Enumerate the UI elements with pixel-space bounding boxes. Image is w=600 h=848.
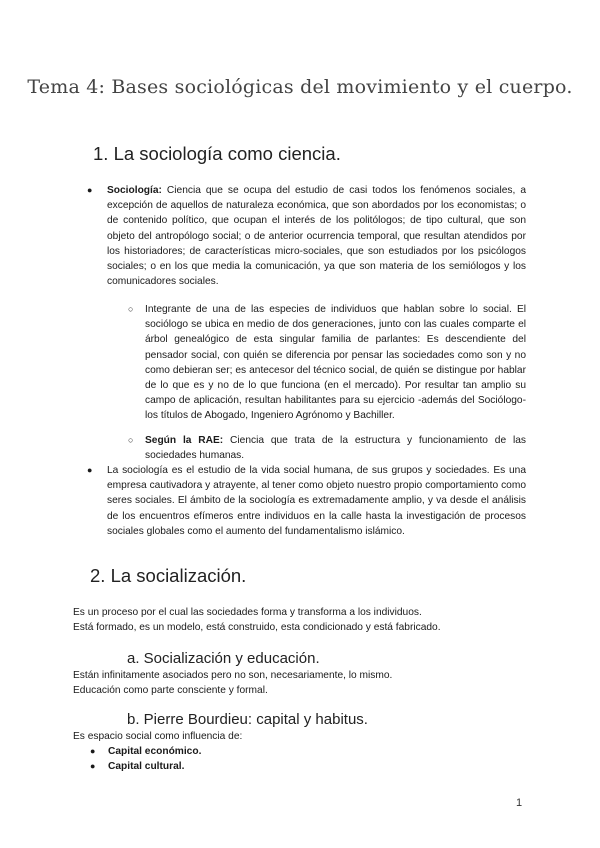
- bullet-dot-icon: ●: [90, 746, 96, 756]
- section-1-heading: 1. La sociología como ciencia.: [93, 143, 341, 164]
- bullet-dot-icon: ●: [90, 761, 96, 771]
- capital-item: [90, 759, 184, 774]
- socializacion-line-1: Es un proceso por el cual las sociedades forma y transforma a los individuos.: [73, 607, 422, 618]
- bullet-sociologia-estudio: [87, 463, 526, 539]
- subsection-a-line-1: Están infinitamente asociados pero no son, necesariamente, lo mismo.: [73, 670, 393, 681]
- definition-rae: Ciencia que trata de la estructura y funcionamiento de las sociedades humanas.: [145, 435, 526, 462]
- subsection-a-line-2: Educación como parte consciente y formal.: [73, 685, 268, 696]
- definition-sociologia: Ciencia que se ocupa del estudio de casi todos los fenómenos sociales, a excepción de aquellos de naturaleza económica, que son abordados por los economistas; o de contenido político, que ocupan el interés de los politólogos; de tipo cultural, que son objeto del antropólogo social; o de anterior ocurrencia temporal, que resultan atendidos por los historiadores; de características micro-sociales, que son estudiados por los psicólogos sociales; o en los que media la comunicación, ya que son materia de los semiólogos y los comunicadores sociales.: [107, 185, 526, 288]
- bullet-sociologia-estudio-text: La sociología es el estudio de la vida social humana, de sus grupos y sociedades. Es una empresa cautivadora y atrayente, al tener como objeto nuestro propio comportamiento como seres sociales. El ámbito de la sociología es extremadamente amplio, y va desde el análisis de los encuentros efímeros entre individuos en la calle hasta la investigación de procesos sociales globales como el aumento del fundamentalismo islámico.: [107, 465, 526, 537]
- page-number: 1: [516, 797, 523, 809]
- subsection-b-line-1: Es espacio social como influencia de:: [73, 731, 243, 742]
- bullet-dot-icon: ●: [87, 185, 93, 195]
- bullet-sociologia: [87, 183, 526, 289]
- circle-bullet-icon: ○: [128, 304, 134, 314]
- term-sociologia: Sociología:: [107, 185, 162, 196]
- sub-bullet-integrante: [128, 302, 526, 424]
- capital-item-label: Capital cultural.: [108, 761, 185, 772]
- section-2-heading: 2. La socialización.: [90, 565, 247, 586]
- subsection-a-heading: a. Socialización y educación.: [127, 650, 320, 667]
- subsection-b-heading: b. Pierre Bourdieu: capital y habitus.: [127, 711, 368, 728]
- capital-item-label: Capital económico.: [108, 746, 202, 757]
- sub-bullet-integrante-text: Integrante de una de las especies de individuos que hablan sobre lo social. El sociólogo se ubica en medio de dos generaciones, junto con las cuales comparte el árbol genealógico de esta singular familia de parlantes: Es descendiente del pensador social, con quién se diferencia por pensar las sociedades como son y no como debieran ser; es antecesor del técnico social, de quién se distingue por hablar de lo que es y no de lo que funciona (en el mercado). Por resultar tan amplio su campo de aplicación, resultan habilitantes para su ejercicio -además del Sociólogo- los títulos de Abogado, Ingeniero Agrónomo y Bachiller.: [145, 304, 526, 422]
- sub-bullet-rae: [128, 433, 526, 463]
- socializacion-line-2: Está formado, es un modelo, está construido, esta condicionado y está fabricado.: [73, 622, 441, 633]
- term-rae: Según la RAE:: [145, 435, 224, 446]
- circle-bullet-icon: ○: [128, 435, 134, 445]
- capital-item: [90, 744, 201, 759]
- bullet-dot-icon: ●: [87, 465, 93, 475]
- document-title: Tema 4: Bases sociológicas del movimiento y el cuerpo.: [27, 76, 573, 98]
